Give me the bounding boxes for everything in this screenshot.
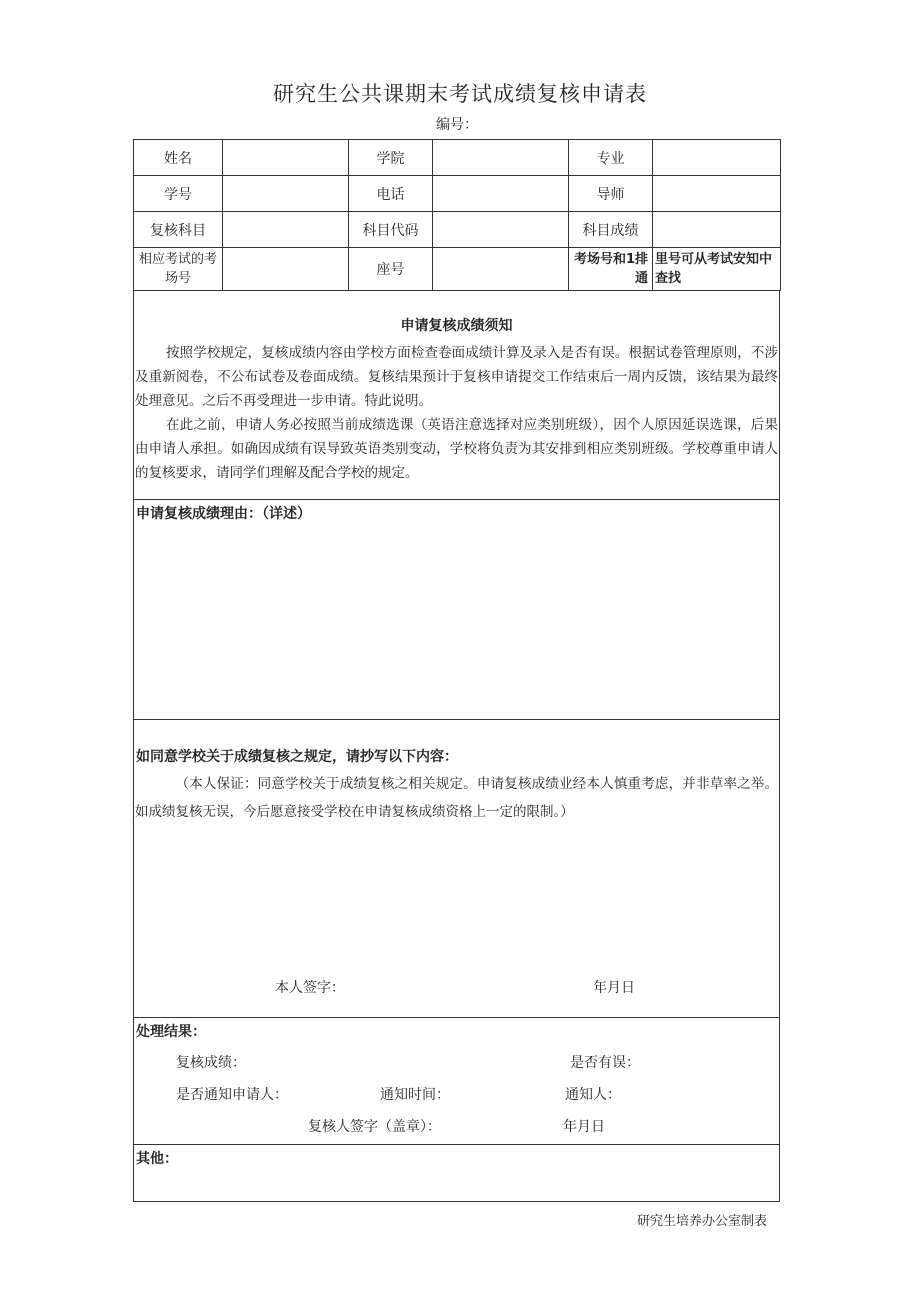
notice-paragraph-1: 按照学校规定，复核成绩内容由学校方面检查卷面成绩计算及录入是否有误。根据试卷管理原则，不涉及重新阅卷，不公布试卷及卷面成绩。复核结果预计于复核申请提交工作结束后一周内反馈，该结果为最终处理意见。之后不再受理进一步申请。特此说明。 bbox=[135, 345, 778, 409]
info-row-3 bbox=[134, 212, 781, 248]
name-field[interactable] bbox=[223, 140, 349, 176]
subject-code-field[interactable] bbox=[433, 212, 569, 248]
application-form bbox=[133, 139, 780, 1204]
reason-heading: 申请复核成绩理由：（详述） bbox=[136, 506, 311, 522]
notify-time-label: 通知时间： bbox=[380, 1087, 450, 1103]
notified-label: 是否通知申请人： bbox=[176, 1087, 288, 1103]
review-score-label: 复核成绩： bbox=[176, 1055, 246, 1071]
advisor-field[interactable] bbox=[653, 176, 781, 212]
subject-score-field[interactable] bbox=[653, 212, 781, 248]
result-heading: 处理结果： bbox=[136, 1024, 206, 1040]
seat-label: 座号 bbox=[349, 248, 433, 291]
info-row-1 bbox=[134, 140, 781, 176]
copy-text: （本人保证：同意学校关于成绩复核之相关规定。申请复核成绩业经本人慎重考虑，并非草率之举。如成绩复核无误，今后愿意接受学校在申请复核成绩资格上一定的限制。） bbox=[135, 776, 778, 820]
college-field[interactable] bbox=[433, 140, 569, 176]
subject-score-label: 科目成绩 bbox=[569, 212, 653, 248]
page-title: 研究生公共课期末考试成绩复核申请表 bbox=[273, 82, 647, 106]
seat-field[interactable] bbox=[433, 248, 569, 291]
copy-statement-section[interactable] bbox=[133, 720, 780, 1018]
serial-number-label: 编号： bbox=[436, 117, 478, 133]
advisor-label: 导师 bbox=[569, 176, 653, 212]
notice-heading: 申请复核成绩须知 bbox=[400, 318, 513, 334]
phone-label: 电话 bbox=[349, 176, 433, 212]
notifier-label: 通知人： bbox=[565, 1087, 621, 1103]
student-id-label: 学号 bbox=[134, 176, 223, 212]
copy-heading: 如同意学校关于成绩复核之规定，请抄写以下内容： bbox=[136, 749, 458, 765]
applicant-signature-label: 本人签字： bbox=[275, 980, 345, 996]
phone-field[interactable] bbox=[433, 176, 569, 212]
name-label: 姓名 bbox=[134, 140, 223, 176]
applicant-info-table bbox=[133, 139, 781, 291]
result-section bbox=[133, 1018, 780, 1145]
exam-room-field[interactable] bbox=[223, 248, 349, 291]
has-error-label: 是否有误： bbox=[570, 1055, 640, 1071]
subject-label: 复核科目 bbox=[134, 212, 223, 248]
major-label: 专业 bbox=[569, 140, 653, 176]
student-id-field[interactable] bbox=[223, 176, 349, 212]
subject-field[interactable] bbox=[223, 212, 349, 248]
exam-room-hint-a: 考场号和1排通 bbox=[569, 248, 653, 291]
exam-room-hint-b: 里号可从考试安知中查找 bbox=[653, 248, 781, 291]
other-heading: 其他： bbox=[136, 1151, 178, 1167]
notice-section bbox=[133, 291, 780, 500]
major-field[interactable] bbox=[653, 140, 781, 176]
reviewer-signature-label: 复核人签字（盖章）： bbox=[308, 1119, 441, 1135]
other-section[interactable] bbox=[133, 1145, 780, 1202]
info-row-2 bbox=[134, 176, 781, 212]
footer-issuer: 研究生培养办公室制表 bbox=[637, 1214, 768, 1229]
college-label: 学院 bbox=[349, 140, 433, 176]
reason-section[interactable] bbox=[133, 500, 780, 720]
reviewer-date-label: 年月日 bbox=[563, 1119, 605, 1135]
subject-code-label: 科目代码 bbox=[349, 212, 433, 248]
exam-room-label: 相应考试的考场号 bbox=[134, 248, 223, 291]
info-row-4 bbox=[134, 248, 781, 291]
notice-paragraph-2: 在此之前，申请人务必按照当前成绩选课（英语注意选择对应类别班级），因个人原因延误选课，后果由申请人承担。如确因成绩有误导致英语类别变动，学校将负责为其安排到相应类别班级。学校尊重申请人的复核要求，请同学们理解及配合学校的规定。 bbox=[135, 417, 778, 481]
applicant-date-label: 年月日 bbox=[593, 980, 635, 996]
